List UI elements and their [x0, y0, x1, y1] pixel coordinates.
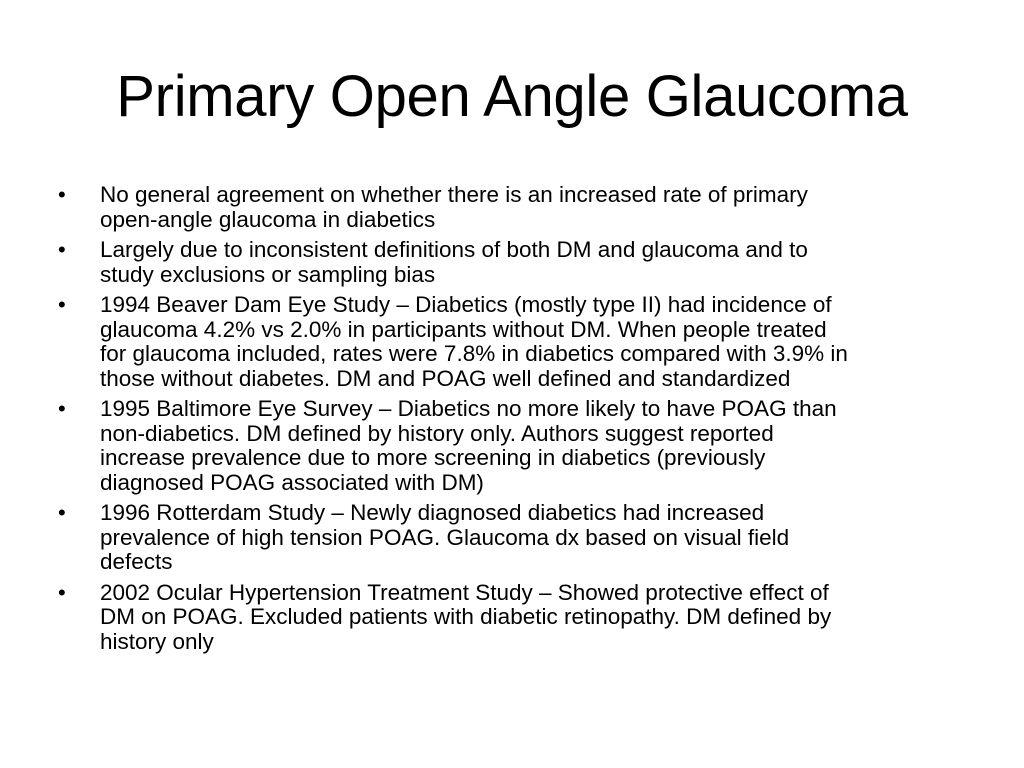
bullet-item — [58, 397, 958, 495]
bullet-item — [58, 238, 958, 287]
bullet-list — [58, 183, 958, 660]
bullet-item — [58, 293, 958, 391]
bullet-text: No general agreement on whether there is an increased rate of primary open-angle glaucoma in diabetics — [100, 182, 808, 232]
bullet-text: 1996 Rotterdam Study – Newly diagnosed diabetics had increased prevalence of high tension POAG. Glaucoma dx based on visual field defects — [100, 500, 790, 574]
bullet-icon: • — [58, 292, 66, 317]
bullet-item — [58, 183, 958, 232]
bullet-text: Largely due to inconsistent definitions of both DM and glaucoma and to study exclusions or sampling bias — [100, 237, 808, 287]
bullet-icon: • — [58, 396, 66, 421]
bullet-item — [58, 501, 958, 575]
bullet-item — [58, 581, 958, 655]
bullet-text: 1994 Beaver Dam Eye Study – Diabetics (mostly type II) had incidence of glaucoma 4.2% vs 2.0% in participants without DM. When people treated for glaucoma included, rates were 7.8% in diabetics compared with 3.9% in those without diabetes. DM and POAG well defined and standardized — [100, 292, 848, 391]
slide-title: Primary Open Angle Glaucoma — [116, 64, 908, 129]
bullet-icon: • — [58, 579, 66, 605]
bullet-text: 1995 Baltimore Eye Survey – Diabetics no more likely to have POAG than non-diabetics. DM defined by history only. Authors suggest reported increase prevalence due to more screening in diabetics (previously diagnosed POAG associated with DM) — [100, 396, 837, 495]
bullet-icon: • — [58, 500, 66, 525]
bullet-icon: • — [58, 237, 66, 262]
bullet-text: 2002 Ocular Hypertension Treatment Study – Showed protective effect of DM on POAG. Excluded patients with diabetic retinopathy. DM defined by history only — [100, 579, 832, 654]
bullet-icon: • — [58, 182, 66, 207]
